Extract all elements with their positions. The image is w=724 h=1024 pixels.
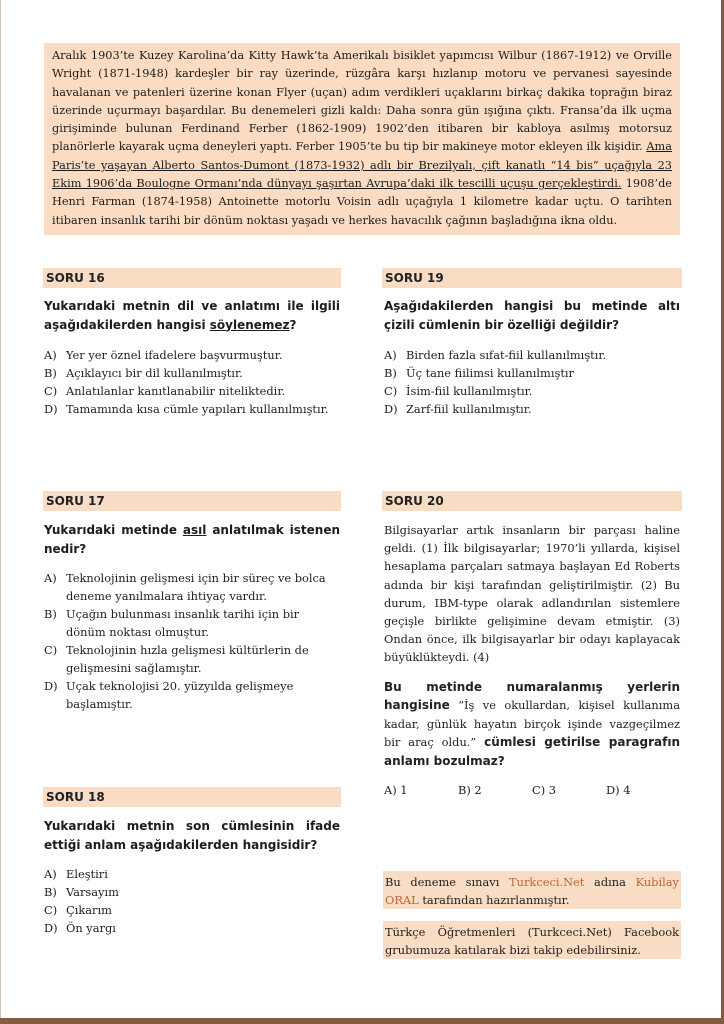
option-text: Üç tane fiilimsi kullanılmıştır xyxy=(406,366,574,380)
question-18-header: SORU 18 xyxy=(43,787,341,807)
option-text: Teknolojinin hızla gelişmesi kültürlerin de gelişmesini sağlamıştır. xyxy=(66,643,309,675)
option-text: Uçağın bulunması insanlık tarihi için bir dönüm noktası olmuştur. xyxy=(66,607,300,639)
page-border-bottom xyxy=(0,1018,724,1024)
question-19-header: SORU 19 xyxy=(382,268,682,288)
option-text: Eleştiri xyxy=(66,867,108,881)
option-text: Teknolojinin gelişmesi için bir süreç ve bolca deneme yanılmalara ihtiyaç vardır. xyxy=(66,571,326,603)
option-text: Varsayım xyxy=(66,885,119,899)
option-b[interactable] xyxy=(44,883,340,901)
option-text: Zarf-fiil kullanılmıştır. xyxy=(406,402,532,416)
option-text: Yer yer öznel ifadelere başvurmuştur. xyxy=(66,348,283,362)
option-text: Çıkarım xyxy=(66,903,112,917)
question-16-stem xyxy=(44,297,340,334)
question-16-stem-text: Yukarıdaki metnin dil ve anlatımı ile ilgili aşağıdakilerden hangisi xyxy=(44,299,340,332)
option-label: C) xyxy=(44,384,58,398)
option-c[interactable] xyxy=(44,382,340,400)
question-16-stem-end: ? xyxy=(289,317,297,332)
option-c[interactable] xyxy=(384,382,680,400)
option-d[interactable] xyxy=(384,400,680,418)
passage-underlined-sentence: Ama Paris’te yaşayan Alberto Santos-Dumont (1873-1932) adlı bir Brezilyalı, çift kanatlı “14 bis” uçağıyla 23 Ekim 1906’da Boulogne Ormanı’nda dünyayı şaşırtan Avrupa’daki ilk tescilli uçuşu gerçekleştirdi. xyxy=(52,140,672,191)
option-label: A) xyxy=(44,571,57,585)
option-d[interactable] xyxy=(44,677,340,713)
question-17-stem xyxy=(44,521,340,558)
option-text: Tamamında kısa cümle yapıları kullanılmıştır. xyxy=(66,402,329,416)
option-label: C) xyxy=(384,384,398,398)
question-20-quote: “İş ve okullardan, kişisel kullanıma kadar, günlük hayatın birçok işinde vazgeçilmez bir araç oldu.” xyxy=(384,698,680,750)
question-19-stem: Aşağıdakilerden hangisi bu metinde altı çizili cümlenin bir özelliği değildir? xyxy=(384,299,680,332)
option-label: A) xyxy=(384,348,397,362)
question-17-options xyxy=(44,569,340,713)
option-label: D) xyxy=(44,921,58,935)
question-20-header: SORU 20 xyxy=(382,491,682,511)
option-label: B) xyxy=(44,607,57,621)
option-b[interactable] xyxy=(44,364,340,382)
question-18-options xyxy=(44,865,340,937)
option-c[interactable] xyxy=(44,901,340,919)
author-name: Kubilay ORAL xyxy=(385,875,679,907)
option-a[interactable] xyxy=(384,346,680,364)
option-label: D) xyxy=(44,679,58,693)
page-border-left xyxy=(0,0,1,1024)
author-info-box xyxy=(383,871,681,909)
reading-passage xyxy=(44,43,680,235)
option-label: B) xyxy=(384,366,397,380)
question-17-stem-text: Yukarıdaki metinde xyxy=(44,523,183,537)
option-text: Anlatılanlar kanıtlanabilir niteliktedir. xyxy=(66,384,286,398)
option-d[interactable] xyxy=(44,919,340,937)
question-17-header: SORU 17 xyxy=(43,491,341,511)
passage-text-2: 1908’de Henri Farman (1874-1958) Antoinette motorlu Voisin adlı uçağıyla 1 kilometre kadar uçtu. O tarihten itibaren insanlık tarihi bir dönüm noktası yaşadı ve herkes havacılık çağının başladığına ikna oldu. xyxy=(52,177,672,227)
passage-text-1: Aralık 1903’te Kuzey Karolina’da Kitty Hawk’ta Amerikalı bisiklet yapımcısı Wilbur (1867-1912) ve Orville Wright (1871-1948) kardeşler bir ray üzerinde, rüzgâra karşı hızlanıp motoru ve pervanesi sayesinde havalanan ve patenleri üzerine konan Flyer (uçan) adım verdikleri uçaklarını birkaç dakika toprağın biraz üzerinde uçurmayı başardılar. Bu denemeleri gizli kaldı: Daha sonra gün ışığına çıktı. Fransa’da ilk uçma girişiminde bulunan Ferdinand Ferber (1862-1909) 1902’den itibaren bir kabloya asılmış motorsuz planörlerle kayarak uçma deneyleri yaptı. Ferber 1905’te bu tip bir makineye motor ekleyen ilk kişidir. xyxy=(52,49,672,154)
option-d[interactable]: D) 4 xyxy=(606,783,631,797)
question-17-stem-underlined: asıl xyxy=(182,523,207,537)
option-a[interactable] xyxy=(44,865,340,883)
question-16-options xyxy=(44,346,340,418)
question-16-stem-underlined: söylenemez xyxy=(209,317,290,332)
author-info-text: tarafından hazırlanmıştır. xyxy=(418,893,570,907)
question-16-header: SORU 16 xyxy=(43,268,341,288)
option-c[interactable]: C) 3 xyxy=(532,783,557,797)
site-link[interactable]: Turkceci.Net xyxy=(509,875,585,889)
option-label: C) xyxy=(44,643,58,657)
option-label: A) xyxy=(44,867,57,881)
question-18-stem: Yukarıdaki metnin son cümlesinin ifade ettiği anlam aşağıdakilerden hangisidir? xyxy=(44,819,340,852)
option-text: Uçak teknolojisi 20. yüzyılda gelişmeye başlamıştır. xyxy=(66,679,294,711)
question-20-options xyxy=(384,781,680,799)
option-b[interactable]: B) 2 xyxy=(458,783,482,797)
option-text: Birden fazla sıfat-fiil kullanılmıştır. xyxy=(406,348,607,362)
option-a[interactable] xyxy=(44,569,340,605)
question-20-stem-text: Bu metinde numaralanmış yerlerin hangisine xyxy=(384,680,680,713)
option-d[interactable] xyxy=(44,400,340,418)
question-20-paragraph: Bilgisayarlar artık insanların bir parçası haline geldi. (1) İlk bilgisayarlar; 1970’li yıllarda, kişisel hesaplama parçaları satmaya başlayan Ed Roberts adında bir kişi tarafından geliştirilmiştir. (2) Bu durum, IBM-type olarak adlandırılan sistemlere geçişle birlikte gelişimine devam etmiştir. (3) Ondan önce, ilk bilgisayarlar bir odayı kaplayacak büyüklükteydi. (4) xyxy=(384,523,680,665)
option-label: D) xyxy=(384,402,398,416)
option-label: A) xyxy=(44,348,57,362)
option-text: Ön yargı xyxy=(66,921,116,935)
question-17-stem-end: anlatılmak istenen nedir? xyxy=(44,523,341,556)
author-info-text: Bu deneme sınavı xyxy=(385,875,510,889)
option-b[interactable] xyxy=(44,605,340,641)
question-19-options xyxy=(384,346,680,418)
option-label: D) xyxy=(44,402,58,416)
option-text: İsim-fiil kullanılmıştır. xyxy=(406,384,533,398)
option-label: C) xyxy=(44,903,58,917)
question-20-stem-end: cümlesi getirilse paragrafın anlamı bozulmaz? xyxy=(384,735,680,768)
option-label: B) xyxy=(44,885,57,899)
author-info-text: adına xyxy=(584,875,636,889)
option-text: Açıklayıcı bir dil kullanılmıştır. xyxy=(66,366,243,380)
option-a[interactable] xyxy=(44,346,340,364)
question-20-stem xyxy=(384,678,680,770)
option-c[interactable] xyxy=(44,641,340,677)
option-b[interactable] xyxy=(384,364,680,382)
facebook-info-box: Türkçe Öğretmenleri (Turkceci.Net) Facebook grubumuza katılarak bizi takip edebilirsiniz. xyxy=(383,921,681,959)
option-a[interactable]: A) 1 xyxy=(384,783,408,797)
option-label: B) xyxy=(44,366,57,380)
